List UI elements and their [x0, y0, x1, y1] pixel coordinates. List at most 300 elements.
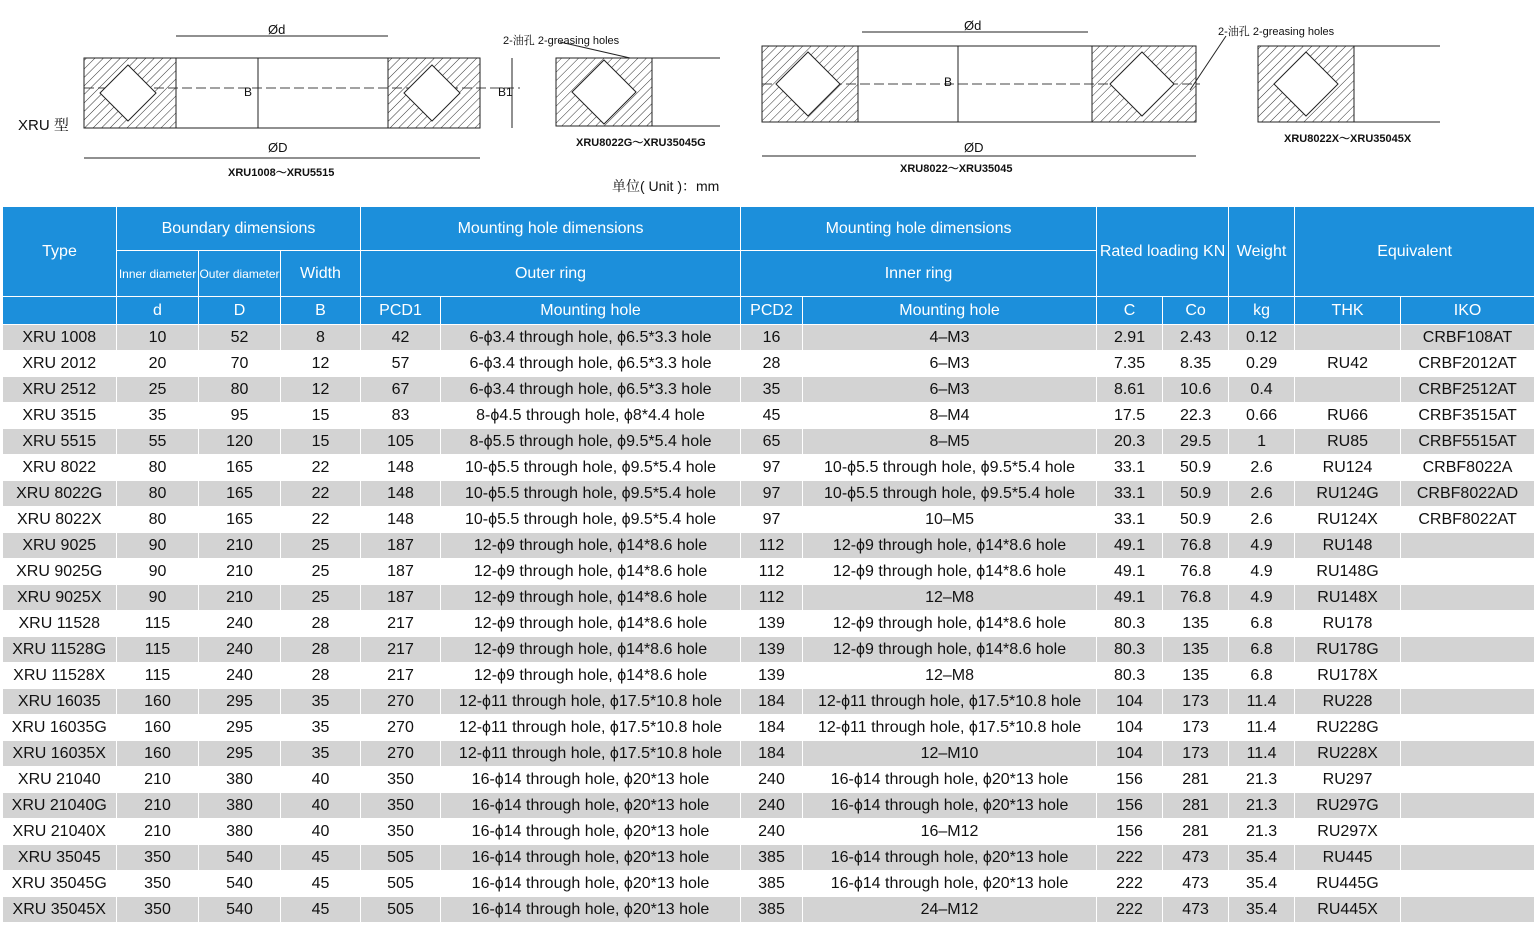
table-cell: 350	[117, 845, 199, 871]
table-cell: 35.4	[1229, 845, 1295, 871]
figure-xru8022g	[503, 33, 720, 149]
table-cell: CRBF108AT	[1401, 325, 1535, 351]
table-cell	[1401, 793, 1535, 819]
table-cell: 240	[199, 637, 281, 663]
table-cell: 139	[741, 611, 803, 637]
table-cell: 16-ϕ14 through hole, ϕ20*13 hole	[803, 767, 1097, 793]
table-cell: 28	[281, 611, 361, 637]
table-row	[3, 455, 1535, 481]
table-cell: XRU 8022X	[3, 507, 117, 533]
table-cell: RU178	[1295, 611, 1401, 637]
table-cell: 25	[281, 533, 361, 559]
table-cell: 160	[117, 741, 199, 767]
table-cell: 12-ϕ9 through hole, ϕ14*8.6 hole	[441, 637, 741, 663]
table-cell: 4.9	[1229, 585, 1295, 611]
table-cell: CRBF3515AT	[1401, 403, 1535, 429]
table-cell: 33.1	[1097, 455, 1163, 481]
table-cell: 173	[1163, 741, 1229, 767]
table-cell: 139	[741, 663, 803, 689]
table-cell: 49.1	[1097, 559, 1163, 585]
table-row	[3, 715, 1535, 741]
table-cell	[1401, 845, 1535, 871]
table-cell: 35.4	[1229, 897, 1295, 923]
table-cell: 40	[281, 767, 361, 793]
table-row	[3, 429, 1535, 455]
table-cell: 160	[117, 689, 199, 715]
table-cell: 505	[361, 871, 441, 897]
table-cell: 45	[281, 897, 361, 923]
table-cell: RU66	[1295, 403, 1401, 429]
th-d: d	[117, 297, 199, 325]
table-cell: 2.6	[1229, 455, 1295, 481]
table-cell: 90	[117, 585, 199, 611]
table-cell: RU85	[1295, 429, 1401, 455]
table-cell: 45	[741, 403, 803, 429]
dim-oD-3: ØD	[964, 140, 984, 155]
table-cell: 148	[361, 455, 441, 481]
table-cell	[1401, 871, 1535, 897]
table-cell: 210	[199, 559, 281, 585]
table-cell: XRU 8022	[3, 455, 117, 481]
drawing-area	[0, 0, 1536, 205]
table-cell: 25	[281, 585, 361, 611]
table-row	[3, 507, 1535, 533]
caption-4: XRU8022X～XRU35045X	[1284, 133, 1412, 145]
table-cell: 6.8	[1229, 637, 1295, 663]
table-cell	[1401, 767, 1535, 793]
table-cell: RU124G	[1295, 481, 1401, 507]
table-cell	[1401, 715, 1535, 741]
th-thk: THK	[1295, 297, 1401, 325]
table-cell: 540	[199, 871, 281, 897]
table-cell: 8	[281, 325, 361, 351]
table-cell: 222	[1097, 871, 1163, 897]
table-cell: 65	[741, 429, 803, 455]
unit-label: 单位( Unit )：mm	[612, 178, 720, 194]
table-cell: 112	[741, 585, 803, 611]
table-cell: 6-ϕ3.4 through hole, ϕ6.5*3.3 hole	[441, 351, 741, 377]
table-cell: 385	[741, 871, 803, 897]
table-cell: 8-ϕ5.5 through hole, ϕ9.5*5.4 hole	[441, 429, 741, 455]
table-cell: 42	[361, 325, 441, 351]
table-cell: 210	[199, 585, 281, 611]
table-cell: 76.8	[1163, 585, 1229, 611]
table-cell: 40	[281, 819, 361, 845]
figure-xru1008	[84, 22, 520, 179]
table-cell: RU178G	[1295, 637, 1401, 663]
table-cell	[1295, 377, 1401, 403]
table-cell: 10-ϕ5.5 through hole, ϕ9.5*5.4 hole	[803, 455, 1097, 481]
spec-table-body	[3, 325, 1535, 923]
table-cell: 40	[281, 793, 361, 819]
table-cell: 104	[1097, 741, 1163, 767]
table-row	[3, 611, 1535, 637]
table-cell: 217	[361, 611, 441, 637]
table-row	[3, 325, 1535, 351]
table-cell: 217	[361, 637, 441, 663]
th-mount-outer-group: Mounting hole dimensions	[361, 207, 741, 251]
table-cell: 80.3	[1097, 637, 1163, 663]
table-cell: 33.1	[1097, 481, 1163, 507]
table-cell: 210	[117, 793, 199, 819]
table-row	[3, 403, 1535, 429]
table-cell: 12-ϕ11 through hole, ϕ17.5*10.8 hole	[441, 689, 741, 715]
dim-B-1: B	[244, 85, 253, 99]
table-cell: 10-ϕ5.5 through hole, ϕ9.5*5.4 hole	[441, 481, 741, 507]
th-pcd2: PCD2	[741, 297, 803, 325]
table-cell: 350	[361, 819, 441, 845]
th-mounting-hole-outer: Mounting hole	[441, 297, 741, 325]
table-row	[3, 793, 1535, 819]
table-cell: 112	[741, 559, 803, 585]
table-cell: 33.1	[1097, 507, 1163, 533]
table-cell: 270	[361, 741, 441, 767]
table-cell: 10-ϕ5.5 through hole, ϕ9.5*5.4 hole	[803, 481, 1097, 507]
table-cell: 16-ϕ14 through hole, ϕ20*13 hole	[803, 871, 1097, 897]
table-cell	[1401, 897, 1535, 923]
table-cell: XRU 8022G	[3, 481, 117, 507]
table-row	[3, 559, 1535, 585]
table-cell: XRU 11528X	[3, 663, 117, 689]
table-cell: 28	[741, 351, 803, 377]
table-cell: 21.3	[1229, 767, 1295, 793]
table-cell: 12-ϕ9 through hole, ϕ14*8.6 hole	[441, 611, 741, 637]
table-cell: 473	[1163, 871, 1229, 897]
table-cell: 80	[117, 507, 199, 533]
table-cell: 22	[281, 481, 361, 507]
table-row	[3, 689, 1535, 715]
table-cell: 210	[117, 819, 199, 845]
table-cell: 12-ϕ11 through hole, ϕ17.5*10.8 hole	[803, 715, 1097, 741]
table-cell: RU124X	[1295, 507, 1401, 533]
table-cell: XRU 2012	[3, 351, 117, 377]
table-row	[3, 585, 1535, 611]
table-cell: 385	[741, 845, 803, 871]
table-cell: 16-ϕ14 through hole, ϕ20*13 hole	[441, 767, 741, 793]
table-cell: 12	[281, 351, 361, 377]
table-cell: 380	[199, 767, 281, 793]
table-cell: 28	[281, 663, 361, 689]
table-cell: 135	[1163, 637, 1229, 663]
th-type: Type	[3, 207, 117, 297]
table-row	[3, 767, 1535, 793]
dim-B-3: B	[944, 75, 953, 89]
table-cell: 6.8	[1229, 611, 1295, 637]
table-cell	[1401, 819, 1535, 845]
table-cell: 21.3	[1229, 819, 1295, 845]
table-cell: 148	[361, 507, 441, 533]
table-cell: 135	[1163, 611, 1229, 637]
xru-type-label: XRU 型	[18, 117, 69, 134]
table-cell: 240	[199, 611, 281, 637]
table-cell: 2.6	[1229, 481, 1295, 507]
table-cell: 80	[199, 377, 281, 403]
table-cell: 240	[199, 663, 281, 689]
table-row	[3, 637, 1535, 663]
table-cell: 16–M12	[803, 819, 1097, 845]
table-cell: 148	[361, 481, 441, 507]
table-cell: 12-ϕ9 through hole, ϕ14*8.6 hole	[441, 585, 741, 611]
table-cell	[1401, 663, 1535, 689]
table-cell: 12-ϕ11 through hole, ϕ17.5*10.8 hole	[441, 715, 741, 741]
table-cell: 83	[361, 403, 441, 429]
table-cell: 6-ϕ3.4 through hole, ϕ6.5*3.3 hole	[441, 325, 741, 351]
table-cell: XRU 21040G	[3, 793, 117, 819]
table-cell: 505	[361, 897, 441, 923]
table-cell: 115	[117, 637, 199, 663]
table-cell: 0.29	[1229, 351, 1295, 377]
table-cell: XRU 11528	[3, 611, 117, 637]
table-cell: RU445G	[1295, 871, 1401, 897]
table-row	[3, 481, 1535, 507]
table-cell: 12-ϕ9 through hole, ϕ14*8.6 hole	[441, 663, 741, 689]
table-cell: XRU 2512	[3, 377, 117, 403]
table-cell: 540	[199, 845, 281, 871]
table-cell: 12-ϕ9 through hole, ϕ14*8.6 hole	[441, 559, 741, 585]
note-2: 2-油孔 2-greasing holes	[503, 35, 620, 47]
table-cell: XRU 11528G	[3, 637, 117, 663]
th-Co: Co	[1163, 297, 1229, 325]
table-cell: 35	[741, 377, 803, 403]
table-cell: 20.3	[1097, 429, 1163, 455]
table-row	[3, 871, 1535, 897]
th-boundary: Boundary dimensions	[117, 207, 361, 251]
table-cell: 25	[281, 559, 361, 585]
table-cell: 8.61	[1097, 377, 1163, 403]
table-cell: 222	[1097, 845, 1163, 871]
table-cell: RU228G	[1295, 715, 1401, 741]
table-cell: RU148G	[1295, 559, 1401, 585]
table-cell: 35	[281, 741, 361, 767]
table-row	[3, 533, 1535, 559]
table-cell: 295	[199, 741, 281, 767]
table-cell: 8.35	[1163, 351, 1229, 377]
table-cell: 10	[117, 325, 199, 351]
table-cell: 11.4	[1229, 741, 1295, 767]
table-cell: CRBF8022AD	[1401, 481, 1535, 507]
table-cell: 16-ϕ14 through hole, ϕ20*13 hole	[803, 845, 1097, 871]
table-cell: 385	[741, 897, 803, 923]
table-cell: 112	[741, 533, 803, 559]
table-cell: 187	[361, 533, 441, 559]
table-cell: 160	[117, 715, 199, 741]
table-cell: RU297G	[1295, 793, 1401, 819]
note-4: 2-油孔 2-greasing holes	[1218, 26, 1335, 38]
table-cell: 4–M3	[803, 325, 1097, 351]
table-cell: 8-ϕ4.5 through hole, ϕ8*4.4 hole	[441, 403, 741, 429]
table-cell: 173	[1163, 689, 1229, 715]
table-cell: 380	[199, 793, 281, 819]
th-outer-ring: Outer ring	[361, 251, 741, 297]
table-row	[3, 845, 1535, 871]
table-cell	[1295, 325, 1401, 351]
dim-B1-1: B1	[498, 85, 513, 99]
table-cell: 16	[741, 325, 803, 351]
th-outer-diameter: Outer diameter	[199, 251, 281, 297]
table-cell: 21.3	[1229, 793, 1295, 819]
table-cell: 6.8	[1229, 663, 1295, 689]
table-cell: 473	[1163, 845, 1229, 871]
table-cell: 120	[199, 429, 281, 455]
table-cell: 97	[741, 455, 803, 481]
table-cell: 25	[117, 377, 199, 403]
table-cell: 15	[281, 403, 361, 429]
table-cell: 10-ϕ5.5 through hole, ϕ9.5*5.4 hole	[441, 455, 741, 481]
table-cell: 156	[1097, 819, 1163, 845]
table-cell: 281	[1163, 767, 1229, 793]
table-cell: 22.3	[1163, 403, 1229, 429]
table-cell: 49.1	[1097, 585, 1163, 611]
table-cell: CRBF5515AT	[1401, 429, 1535, 455]
table-cell: 10–M5	[803, 507, 1097, 533]
table-cell: 12-ϕ9 through hole, ϕ14*8.6 hole	[803, 533, 1097, 559]
table-cell: 50.9	[1163, 507, 1229, 533]
th-kg: kg	[1229, 297, 1295, 325]
table-cell: XRU 35045	[3, 845, 117, 871]
table-cell: CRBF8022A	[1401, 455, 1535, 481]
caption-3: XRU8022～XRU35045	[900, 163, 1013, 175]
table-cell: 350	[117, 871, 199, 897]
table-cell: 11.4	[1229, 689, 1295, 715]
table-cell: 22	[281, 455, 361, 481]
th-width: Width	[281, 251, 361, 297]
table-cell: 12-ϕ9 through hole, ϕ14*8.6 hole	[803, 611, 1097, 637]
table-row	[3, 351, 1535, 377]
table-row	[3, 897, 1535, 923]
table-cell: 97	[741, 507, 803, 533]
table-cell: 173	[1163, 715, 1229, 741]
th-mount-inner-group: Mounting hole dimensions	[741, 207, 1097, 251]
table-cell: 8–M4	[803, 403, 1097, 429]
table-cell: 6–M3	[803, 377, 1097, 403]
table-cell: 281	[1163, 793, 1229, 819]
table-cell: 104	[1097, 689, 1163, 715]
table-cell: 1	[1229, 429, 1295, 455]
table-cell	[1401, 559, 1535, 585]
table-cell: RU178X	[1295, 663, 1401, 689]
table-cell: 50.9	[1163, 455, 1229, 481]
table-cell: 15	[281, 429, 361, 455]
table-cell: 139	[741, 637, 803, 663]
table-cell: 12–M8	[803, 663, 1097, 689]
table-cell: RU228X	[1295, 741, 1401, 767]
table-cell: XRU 21040	[3, 767, 117, 793]
dim-oD-1: ØD	[268, 140, 288, 155]
table-cell: RU297	[1295, 767, 1401, 793]
table-cell: 281	[1163, 819, 1229, 845]
th-C: C	[1097, 297, 1163, 325]
table-cell: 270	[361, 715, 441, 741]
table-cell: 165	[199, 481, 281, 507]
table-cell: 270	[361, 689, 441, 715]
table-cell: CRBF2512AT	[1401, 377, 1535, 403]
table-cell: 240	[741, 767, 803, 793]
table-cell: XRU 5515	[3, 429, 117, 455]
table-cell: 105	[361, 429, 441, 455]
table-cell: 10.6	[1163, 377, 1229, 403]
table-cell: 184	[741, 741, 803, 767]
table-cell: RU42	[1295, 351, 1401, 377]
table-cell: 240	[741, 793, 803, 819]
th-type-sub	[3, 297, 117, 325]
table-cell: XRU 21040X	[3, 819, 117, 845]
table-cell: 115	[117, 611, 199, 637]
table-cell	[1401, 637, 1535, 663]
table-cell: RU445	[1295, 845, 1401, 871]
table-cell: 16-ϕ14 through hole, ϕ20*13 hole	[441, 897, 741, 923]
table-cell: 350	[361, 793, 441, 819]
table-cell: RU148X	[1295, 585, 1401, 611]
table-cell: XRU 1008	[3, 325, 117, 351]
table-cell: 210	[199, 533, 281, 559]
table-cell: 90	[117, 559, 199, 585]
th-rated: Rated loading KN	[1097, 207, 1229, 297]
table-cell: 156	[1097, 767, 1163, 793]
table-cell: XRU 35045X	[3, 897, 117, 923]
table-cell: 49.1	[1097, 533, 1163, 559]
th-inner-diameter: Inner diameter	[117, 251, 199, 297]
table-cell: 295	[199, 715, 281, 741]
table-cell: 24–M12	[803, 897, 1097, 923]
table-cell: 210	[117, 767, 199, 793]
table-cell: XRU 16035G	[3, 715, 117, 741]
table-cell: 473	[1163, 897, 1229, 923]
table-cell: RU445X	[1295, 897, 1401, 923]
table-cell: 156	[1097, 793, 1163, 819]
bearing-drawings	[0, 0, 1536, 205]
table-cell: 4.9	[1229, 533, 1295, 559]
table-cell: 97	[741, 481, 803, 507]
table-cell: 12	[281, 377, 361, 403]
table-cell: 76.8	[1163, 533, 1229, 559]
table-cell: 2.91	[1097, 325, 1163, 351]
table-cell: 187	[361, 559, 441, 585]
table-cell: XRU 16035	[3, 689, 117, 715]
table-cell: 80.3	[1097, 611, 1163, 637]
table-cell: 35.4	[1229, 871, 1295, 897]
table-cell: 11.4	[1229, 715, 1295, 741]
table-cell: 76.8	[1163, 559, 1229, 585]
table-cell: 0.12	[1229, 325, 1295, 351]
table-cell: 50.9	[1163, 481, 1229, 507]
caption-2: XRU8022G～XRU35045G	[576, 137, 706, 149]
table-cell	[1401, 533, 1535, 559]
table-cell: 350	[117, 897, 199, 923]
caption-1: XRU1008～XRU5515	[228, 167, 335, 179]
table-cell: 12-ϕ11 through hole, ϕ17.5*10.8 hole	[441, 741, 741, 767]
table-cell: 35	[281, 689, 361, 715]
table-cell: 380	[199, 819, 281, 845]
table-cell: 104	[1097, 715, 1163, 741]
table-cell: XRU 3515	[3, 403, 117, 429]
table-cell: CRBF8022AT	[1401, 507, 1535, 533]
table-cell: 115	[117, 663, 199, 689]
table-cell: 16-ϕ14 through hole, ϕ20*13 hole	[441, 871, 741, 897]
table-cell: 80	[117, 455, 199, 481]
table-cell: 70	[199, 351, 281, 377]
th-iko: IKO	[1401, 297, 1535, 325]
table-cell: 16-ϕ14 through hole, ϕ20*13 hole	[803, 793, 1097, 819]
table-cell: 90	[117, 533, 199, 559]
table-cell: 295	[199, 689, 281, 715]
th-mounting-hole-inner: Mounting hole	[803, 297, 1097, 325]
table-cell: 12-ϕ9 through hole, ϕ14*8.6 hole	[803, 559, 1097, 585]
table-cell: 12-ϕ11 through hole, ϕ17.5*10.8 hole	[803, 689, 1097, 715]
table-cell: 350	[361, 767, 441, 793]
table-cell: 10-ϕ5.5 through hole, ϕ9.5*5.4 hole	[441, 507, 741, 533]
th-D: D	[199, 297, 281, 325]
table-cell: 16-ϕ14 through hole, ϕ20*13 hole	[441, 819, 741, 845]
